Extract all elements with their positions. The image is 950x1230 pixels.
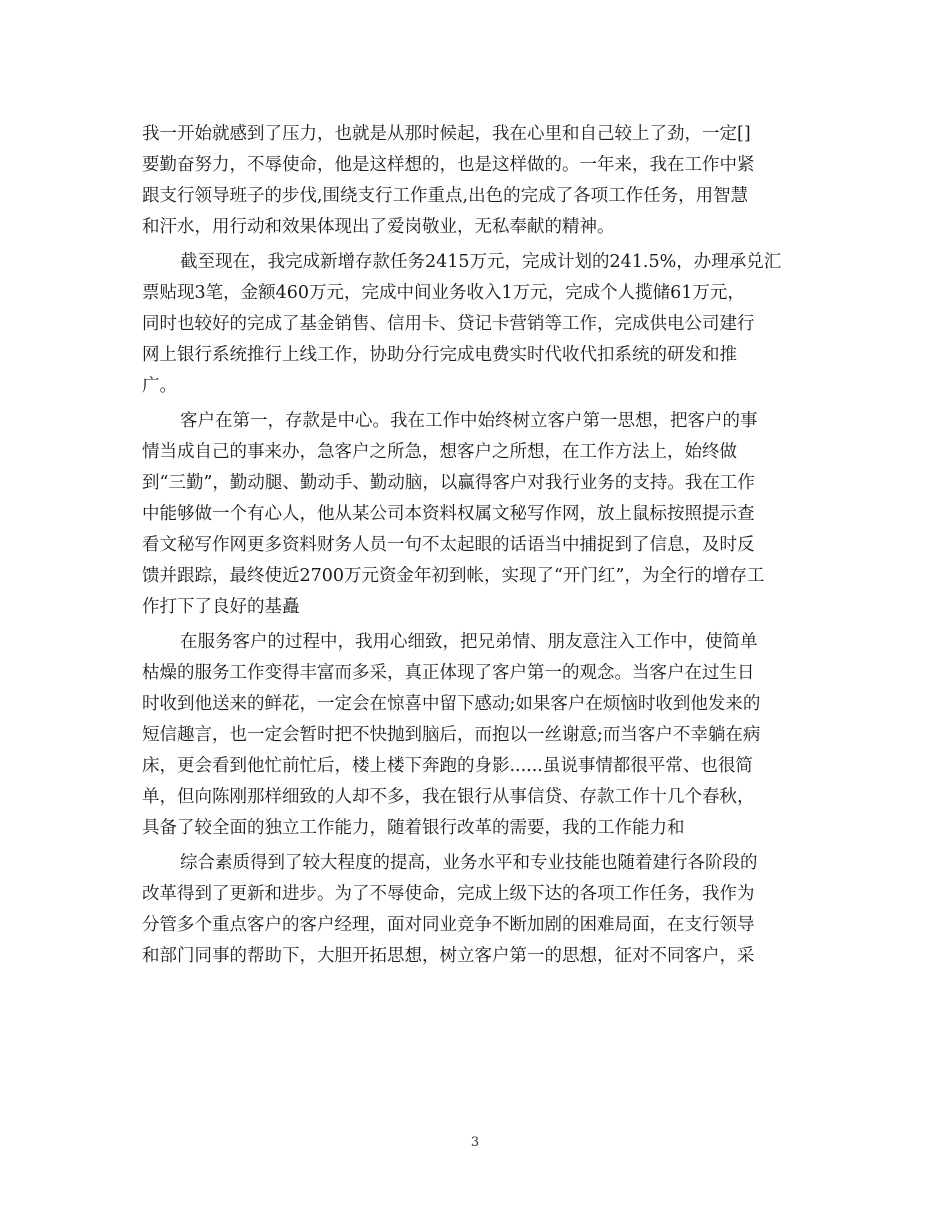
text-line: 时收到他送来的鲜花，一定会在惊喜中留下感动;如果客户在烦恼时收到他发来的 <box>142 694 761 714</box>
text-line: 单，但向陈刚那样细致的人却不多，我在银行从事信贷、存款工作十几个春秋， <box>142 787 755 807</box>
text-line: 看文秘写作网更多资料财务人员一句不太起眼的话语当中捕捉到了信息，及时反 <box>142 535 755 555</box>
text-line: 短信趣言，也一定会暂时把不快抛到脑后，而抱以一丝谢意;而当客户不幸躺在病 <box>142 725 761 745</box>
text-line: 同时也较好的完成了基金销售、信用卡、贷记卡营销等工作，完成供电公司建行 <box>142 314 755 334</box>
text-line: 具备了较全面的独立工作能力，随着银行改革的需要，我的工作能力和 <box>142 818 685 838</box>
text-line: 我一开始就感到了压力，也就是从那时候起，我在心里和自己较上了劲，一定[] <box>142 124 751 144</box>
text-line: 跟支行领导班子的步伐,围绕支行工作重点,出色的完成了各项工作任务，用智慧 <box>142 186 749 206</box>
text-line: 在服务客户的过程中，我用心细致，把兄弟情、朋友意注入工作中，使简单 <box>180 632 758 652</box>
text-line: 综合素质得到了较大程度的提高，业务水平和专业技能也随着建行各阶段的 <box>180 853 758 873</box>
text-line: 改革得到了更新和进步。为了不辱使命，完成上级下达的各项工作任务，我作为 <box>142 884 755 904</box>
text-line: 床，更会看到他忙前忙后，楼上楼下奔跑的身影......虽说事情都很平常、也很简 <box>142 756 753 776</box>
text-line: 和部门同事的帮助下，大胆开拓思想，树立客户第一的思想，征对不同客户，采 <box>142 946 755 966</box>
text-line: 客户在第一，存款是中心。我在工作中始终树立客户第一思想，把客户的事 <box>180 411 758 431</box>
text-line: 中能够做一个有心人，他从某公司本资料权属文秘写作网，放上鼠标按照提示查 <box>142 504 755 524</box>
text-line: 情当成自己的事来办，急客户之所急，想客户之所想，在工作方法上，始终做 <box>142 442 737 462</box>
text-line: 要勤奋努力，不辱使命，他是这样想的，也是这样做的。一年来，我在工作中紧 <box>142 155 755 175</box>
text-line: 到“三勤”，勤动腿、勤动手、勤动脑，以赢得客户对我行业务的支持。我在工作 <box>142 473 755 493</box>
document-body <box>142 119 810 972</box>
paragraph-5 <box>142 848 810 972</box>
text-line: 和汗水，用行动和效果体现出了爱岗敬业，无私奉献的精神。 <box>142 217 615 237</box>
text-line: 分管多个重点客户的客户经理，面对同业竞争不断加剧的困难局面，在支行领导 <box>142 915 755 935</box>
paragraph-4 <box>142 627 810 844</box>
text-line: 作打下了良好的基矗 <box>142 597 300 617</box>
paragraph-3 <box>142 406 810 623</box>
text-line: 广。 <box>142 376 177 396</box>
paragraph-2 <box>142 247 810 402</box>
text-line: 票贴现3笔，金额460万元，完成中间业务收入1万元，完成个人揽储61万元， <box>142 283 745 303</box>
paragraph-1 <box>142 119 810 243</box>
text-line: 网上银行系统推行上线工作，协助分行完成电费实时代收代扣系统的研发和推 <box>142 345 737 365</box>
text-line: 截至现在，我完成新增存款任务2415万元，完成计划的241.5%，办理承兑汇 <box>180 252 782 272</box>
page-number: 3 <box>470 1135 480 1150</box>
text-line: 馈并跟踪，最终使近2700万元资金年初到帐，实现了“开门红”，为全行的增存工 <box>142 566 765 586</box>
text-line: 枯燥的服务工作变得丰富而多采，真正体现了客户第一的观念。当客户在过生日 <box>142 663 755 683</box>
